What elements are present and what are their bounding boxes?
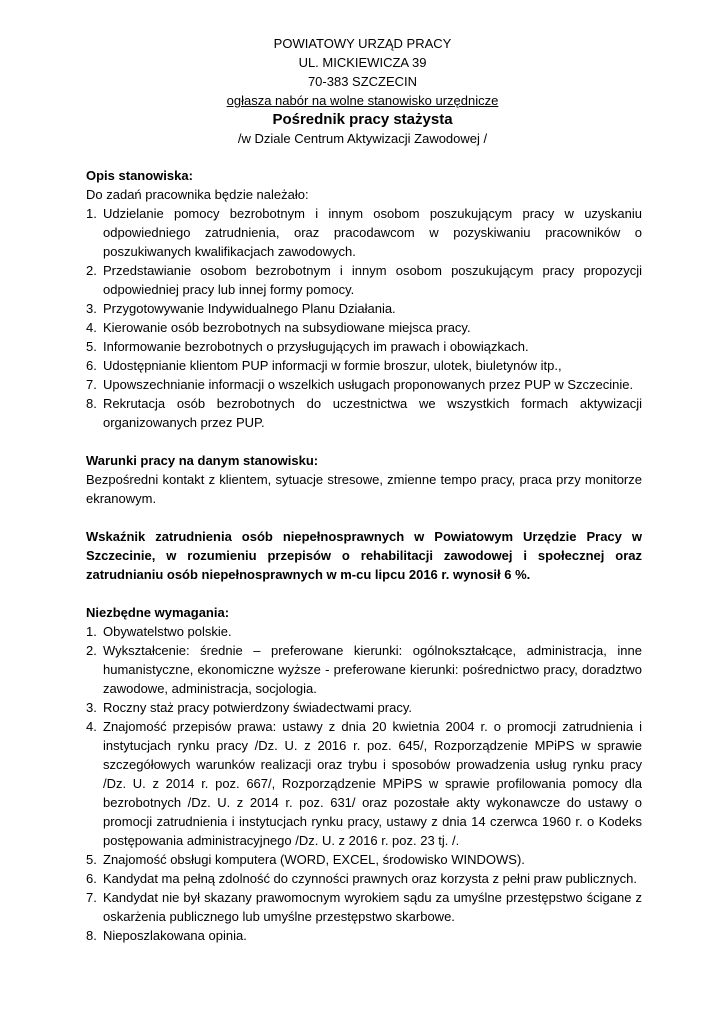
list-item-number: 2. [86, 263, 97, 278]
list-item-text: Kierowanie osób bezrobotnych na subsydiowane miejsca pracy. [103, 320, 471, 335]
list-item-number: 7. [86, 890, 97, 905]
list-item [86, 888, 642, 926]
list-item-text: Rekrutacja osób bezrobotnych do uczestnictwa we wszystkich formach aktywizacji organizowanych przez PUP. [103, 396, 642, 430]
list-item-text: Znajomość obsługi komputera (WORD, EXCEL, środowisko WINDOWS). [103, 852, 525, 867]
position-title: Pośrednik pracy stażysta [272, 111, 453, 128]
announcement-line: ogłasza nabór na wolne stanowisko urzędnicze [226, 93, 499, 108]
spacer [86, 432, 642, 451]
wymagania-heading: Niezbędne wymagania: [86, 605, 230, 620]
list-item [86, 394, 642, 432]
list-item-text: Udostępnianie klientom PUP informacji w formie broszur, ulotek, biuletynów itp., [103, 358, 562, 373]
list-item-text: Udzielanie pomocy bezrobotnym i innym osobom poszukującym pracy w uzyskaniu odpowiedniego zatrudnienia, oraz pracodawcom w pozyskiwaniu pracowników o poszukiwanych kwalifikacjach zawodowych. [103, 206, 642, 259]
list-item [86, 698, 642, 717]
list-item-text: Upowszechnianie informacji o wszelkich usługach proponowanych przez PUP w Szczecinie. [103, 377, 634, 392]
list-item-number: 4. [86, 719, 97, 734]
opis-heading: Opis stanowiska: [86, 168, 193, 183]
list-item-text: Obywatelstwo polskie. [103, 624, 232, 639]
list-item [86, 204, 642, 261]
spacer [86, 508, 642, 527]
office-name: POWIATOWY URZĄD PRACY [273, 36, 452, 51]
list-item-number: 7. [86, 377, 97, 392]
list-item [86, 318, 642, 337]
list-item-text: Kandydat nie był skazany prawomocnym wyrokiem sądu za umyślne przestępstwo ścigane z oskarżenia publicznego lub umyślne przestępstwo skarbowe. [103, 890, 642, 924]
list-item [86, 261, 642, 299]
opis-intro: Do zadań pracownika będzie należało: [86, 187, 309, 202]
office-street: UL. MICKIEWICZA 39 [298, 55, 427, 70]
list-item-number: 2. [86, 643, 97, 658]
list-item [86, 717, 642, 850]
spacer [86, 584, 642, 603]
list-item-number: 3. [86, 301, 97, 316]
list-item [86, 337, 642, 356]
document-body [86, 166, 642, 945]
wymagania-list [86, 622, 642, 945]
list-item [86, 299, 642, 318]
list-item-number: 8. [86, 396, 97, 411]
list-item-text: Kandydat ma pełną zdolność do czynności prawnych oraz korzysta z pełni praw publicznych. [103, 871, 637, 886]
list-item [86, 375, 642, 394]
list-item [86, 926, 642, 945]
list-item-number: 6. [86, 358, 97, 373]
list-item [86, 869, 642, 888]
list-item-text: Nieposzlakowana opinia. [103, 928, 247, 943]
warunki-heading: Warunki pracy na danym stanowisku: [86, 453, 319, 468]
list-item-number: 6. [86, 871, 97, 886]
warunki-text: Bezpośredni kontakt z klientem, sytuacje stresowe, zmienne tempo pracy, praca przy monitorze ekranowym. [86, 472, 642, 506]
wskaznik-text: Wskaźnik zatrudnienia osób niepełnosprawnych w Powiatowym Urzędzie Pracy w Szczecinie, w rozumieniu przepisów o rehabilitacji zawodowej i społecznej oraz zatrudnianiu osób niepełnosprawnych w m-cu lipcu 2016 r. wynosił 6 %. [86, 529, 642, 582]
opis-list [86, 204, 642, 432]
list-item-number: 1. [86, 624, 97, 639]
list-item-text: Przedstawianie osobom bezrobotnym i innym osobom poszukującym pracy propozycji odpowiedniej pracy lub innej formy pomocy. [103, 263, 642, 297]
list-item-number: 5. [86, 339, 97, 354]
list-item-number: 1. [86, 206, 97, 221]
list-item-text: Przygotowywanie Indywidualnego Planu Działania. [103, 301, 396, 316]
office-city: 70-383 SZCZECIN [307, 74, 418, 89]
list-item-text: Informowanie bezrobotnych o przysługujących im prawach i obowiązkach. [103, 339, 529, 354]
list-item-number: 3. [86, 700, 97, 715]
department-line: /w Dziale Centrum Aktywizacji Zawodowej / [237, 131, 488, 146]
list-item-number: 8. [86, 928, 97, 943]
list-item-number: 5. [86, 852, 97, 867]
list-item [86, 850, 642, 869]
list-item [86, 356, 642, 375]
list-item-text: Roczny staż pracy potwierdzony świadectwami pracy. [103, 700, 412, 715]
announcement-header [0, 34, 725, 148]
list-item-text: Wykształcenie: średnie – preferowane kierunki: ogólnokształcące, administracja, inne humanistyczne, ekonomiczne wyższe - preferowane kierunki: pośrednictwo pracy, doradztwo zawodowe, administracja, socjologia. [103, 643, 642, 696]
list-item-text: Znajomość przepisów prawa: ustawy z dnia 20 kwietnia 2004 r. o promocji zatrudnienia i instytucjach rynku pracy /Dz. U. z 2016 r. poz. 645/, Rozporządzenie MPiPS w sprawie szczegółowych warunków realizacji oraz trybu i sposobów prowadzenia usług rynku pracy /Dz. U. z 2014 r. poz. 667/, Rozporządzenie MPiPS w sprawie profilowania pomocy dla bezrobotnych /Dz. U. z 2014 r. poz. 631/ oraz pozostałe akty wykonawcze do ustawy o promocji zatrudnienia i instytucjach rynku pracy, ustawy z dnia 14 czerwca 1960 r. o Kodeks postępowania administracyjnego /Dz. U. z 2016 r. poz. 23 tj. /. [103, 719, 642, 848]
list-item-number: 4. [86, 320, 97, 335]
list-item [86, 622, 642, 641]
list-item [86, 641, 642, 698]
